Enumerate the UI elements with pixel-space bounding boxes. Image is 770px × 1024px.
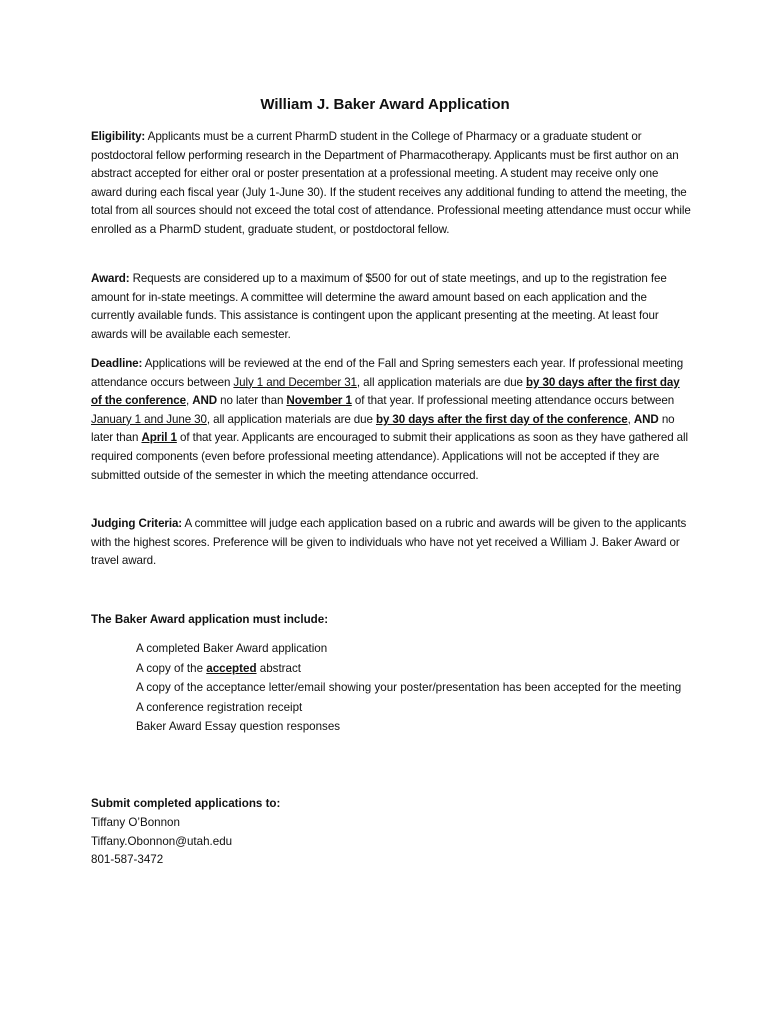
list-item-text: A copy of the (136, 661, 207, 675)
list-item: A copy of the acceptance letter/email showing your poster/presentation has been accepted for the meeting (136, 681, 682, 695)
eligibility-label: Eligibility: (91, 130, 146, 143)
page-title: William J. Baker Award Application (260, 96, 510, 113)
deadline-text-5: of that year. If professional meeting attendance occurs between (351, 394, 675, 408)
deadline-text-1: Applications will be reviewed at the end of the Fall and Spring semesters each year. If professional meeting attendance occurs between (91, 357, 684, 389)
deadline-text-8: no later than (91, 412, 675, 445)
submit-heading: Submit completed applications to: (91, 797, 281, 810)
eligibility-text: Applicants must be a current PharmD student in the College of Pharmacy or a graduate student or postdoctoral fellow performing research in the Department of Pharmacotherapy. Applicants must be first author on an abstract accepted for either oral or poster presentation at a professional meeting. A student may receive only one award during each fiscal year (July 1-June 30). If the student receives any additional funding to attend the meeting, the total from all sources should not exceed the total cost of attendance. Professional meeting attendance must occur while enrolled as a PharmD student, graduate student, or postdoctoral fellow. (91, 130, 691, 236)
list-item: Baker Award Essay question responses (136, 720, 341, 734)
list-item-text: abstract (256, 661, 301, 675)
requirements-list (136, 640, 696, 738)
deadline-rule-2: by 30 days after the first day of the conference (375, 412, 628, 426)
judging-paragraph (91, 515, 691, 571)
deadline-fall-range: July 1 and December 31 (233, 375, 357, 389)
deadline-rule-1: by 30 days after the first day of the conference (91, 375, 680, 408)
requirements-heading: The Baker Award application must include: (91, 613, 329, 626)
contact-phone: 801-587-3472 (91, 853, 164, 867)
deadline-text-6: , all application materials are due (206, 412, 376, 426)
list-item: A completed Baker Award application (136, 642, 328, 655)
deadline-and-2: AND (633, 412, 659, 426)
deadline-text-7: , (627, 412, 634, 426)
deadline-date-april: April 1 (141, 431, 177, 445)
deadline-label: Deadline: (91, 357, 143, 370)
award-label: Award: (91, 272, 130, 285)
deadline-text-4: no later than (217, 394, 287, 408)
accepted-emphasis: accepted (206, 661, 257, 675)
deadline-text-3: , (185, 394, 193, 408)
deadline-text-9: of that year. Applicants are encouraged to submit their applications as soon as they have gathered all required components (even before professional meeting attendance). Applications will not be accepted if they are submitted outside of the semester in which the meeting attendance occurred. (91, 431, 688, 482)
contact-name: Tiffany O’Bonnon (91, 816, 180, 829)
deadline-text-2: , all application materials are due (356, 375, 527, 389)
judging-label: Judging Criteria: (91, 517, 183, 530)
contact-email[interactable]: Tiffany.Obonnon@utah.edu (91, 834, 233, 848)
award-text: Requests are considered up to a maximum of $500 for out of state meetings, and up to the registration fee amount for in-state meetings. A committee will determine the award amount based on each application and the currently available funds. This assistance is contingent upon the applicant presenting at the meeting. At least four awards will be available each semester. (91, 272, 667, 341)
list-item: A conference registration receipt (136, 700, 303, 714)
award-paragraph (91, 270, 691, 344)
deadline-paragraph (91, 355, 691, 485)
deadline-spring-range: January 1 and June 30 (91, 412, 207, 426)
eligibility-paragraph (91, 128, 691, 240)
judging-text: A committee will judge each application based on a rubric and awards will be given to the applicants with the highest scores. Preference will be given to individuals who have not yet received a William J. Baker Award or travel award. (91, 517, 687, 568)
contact-block (91, 814, 232, 870)
deadline-date-november: November 1 (286, 394, 352, 408)
deadline-and-1: AND (192, 394, 218, 408)
list-item (136, 660, 696, 679)
